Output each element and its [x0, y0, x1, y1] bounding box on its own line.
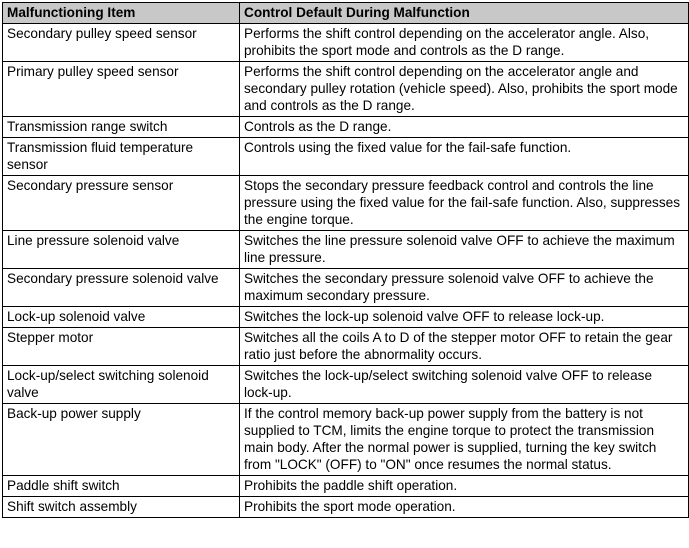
- control-default-cell: If the control memory back-up power supply from the battery is not supplied to TCM, limits the engine torque to protect the transmission main body. After the normal power is supplied, turning the key switch from "LOCK" (OFF) to "ON" once resumes the normal status.: [240, 404, 689, 476]
- fail-safe-table: [2, 2, 689, 518]
- malfunction-item-cell: Paddle shift switch: [3, 476, 240, 497]
- control-default-cell: Switches the secondary pressure solenoid valve OFF to achieve the maximum secondary pressure.: [240, 269, 689, 307]
- table-row: [3, 231, 689, 269]
- control-default-cell: Performs the shift control depending on the accelerator angle and secondary pulley rotation (vehicle speed). Also, prohibits the sport mode and controls as the D range.: [240, 62, 689, 117]
- malfunction-item-cell: Primary pulley speed sensor: [3, 62, 240, 117]
- control-default-cell: Controls as the D range.: [240, 117, 689, 138]
- malfunction-item-cell: Lock-up/select switching solenoid valve: [3, 366, 240, 404]
- malfunction-item-cell: Transmission fluid temperature sensor: [3, 138, 240, 176]
- table-body: [3, 24, 689, 518]
- malfunction-item-cell: Shift switch assembly: [3, 497, 240, 518]
- table-row: [3, 328, 689, 366]
- table-row: [3, 497, 689, 518]
- malfunction-item-cell: Back-up power supply: [3, 404, 240, 476]
- control-default-cell: Prohibits the sport mode operation.: [240, 497, 689, 518]
- header-control-default: Control Default During Malfunction: [240, 3, 689, 24]
- table-row: [3, 117, 689, 138]
- control-default-cell: Performs the shift control depending on the accelerator angle. Also, prohibits the sport mode and controls as the D range.: [240, 24, 689, 62]
- malfunction-item-cell: Transmission range switch: [3, 117, 240, 138]
- table-row: [3, 307, 689, 328]
- table-row: [3, 476, 689, 497]
- control-default-cell: Switches the lock-up/select switching solenoid valve OFF to release lock-up.: [240, 366, 689, 404]
- table-row: [3, 62, 689, 117]
- control-default-cell: Stops the secondary pressure feedback control and controls the line pressure using the fixed value for the fail-safe function. Also, suppresses the engine torque.: [240, 176, 689, 231]
- table-row: [3, 24, 689, 62]
- table-header: [3, 3, 689, 24]
- table-row: [3, 176, 689, 231]
- control-default-cell: Switches all the coils A to D of the stepper motor OFF to retain the gear ratio just before the abnormality occurs.: [240, 328, 689, 366]
- control-default-cell: Controls using the fixed value for the fail-safe function.: [240, 138, 689, 176]
- control-default-cell: Switches the lock-up solenoid valve OFF to release lock-up.: [240, 307, 689, 328]
- control-default-cell: Switches the line pressure solenoid valve OFF to achieve the maximum line pressure.: [240, 231, 689, 269]
- table-row: [3, 366, 689, 404]
- malfunction-item-cell: Line pressure solenoid valve: [3, 231, 240, 269]
- header-row: [3, 3, 689, 24]
- table-row: [3, 138, 689, 176]
- malfunction-item-cell: Secondary pulley speed sensor: [3, 24, 240, 62]
- control-default-cell: Prohibits the paddle shift operation.: [240, 476, 689, 497]
- malfunction-item-cell: Secondary pressure solenoid valve: [3, 269, 240, 307]
- table-row: [3, 404, 689, 476]
- malfunction-item-cell: Stepper motor: [3, 328, 240, 366]
- malfunction-item-cell: Secondary pressure sensor: [3, 176, 240, 231]
- table-row: [3, 269, 689, 307]
- header-malfunctioning-item: Malfunctioning Item: [3, 3, 240, 24]
- malfunction-item-cell: Lock-up solenoid valve: [3, 307, 240, 328]
